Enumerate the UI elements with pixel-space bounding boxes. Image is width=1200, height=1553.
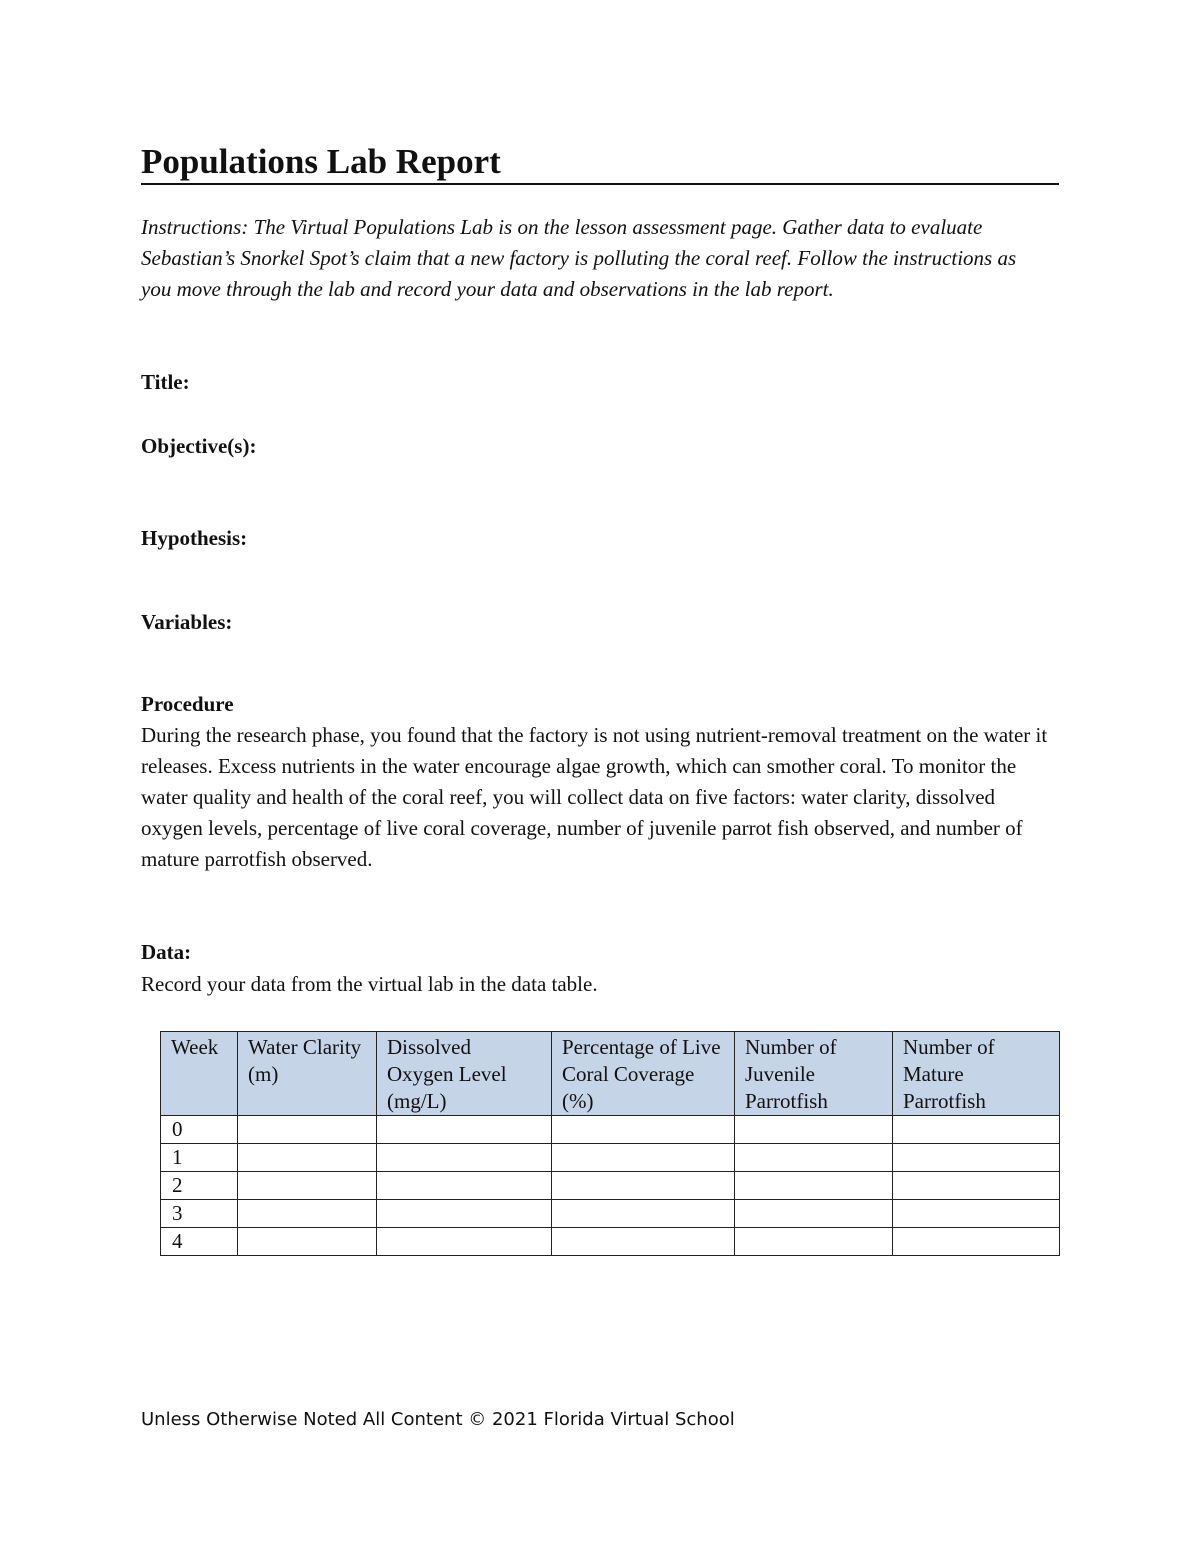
table-cell[interactable] bbox=[893, 1172, 1060, 1200]
table-cell[interactable] bbox=[238, 1228, 377, 1256]
table-cell[interactable] bbox=[735, 1228, 893, 1256]
table-cell[interactable] bbox=[552, 1172, 735, 1200]
data-instructions: Record your data from the virtual lab in the data table. bbox=[141, 972, 598, 996]
column-header: Number of Juvenile Parrotfish bbox=[735, 1032, 893, 1116]
week-cell: 3 bbox=[161, 1200, 238, 1228]
table-cell[interactable] bbox=[377, 1228, 552, 1256]
table-cell[interactable] bbox=[893, 1200, 1060, 1228]
page-title: Populations Lab Report bbox=[141, 142, 501, 181]
objective-label: Objective(s): bbox=[141, 434, 257, 458]
table-cell[interactable] bbox=[552, 1116, 735, 1144]
table-row bbox=[161, 1116, 1060, 1144]
column-header: Number of Mature Parrotfish bbox=[893, 1032, 1060, 1116]
table-cell[interactable] bbox=[735, 1116, 893, 1144]
column-header: Percentage of Live Coral Coverage (%) bbox=[552, 1032, 735, 1116]
title-label: Title: bbox=[141, 370, 190, 394]
table-cell[interactable] bbox=[893, 1228, 1060, 1256]
table-header-row bbox=[161, 1032, 1060, 1116]
table-cell[interactable] bbox=[552, 1200, 735, 1228]
table-cell[interactable] bbox=[377, 1200, 552, 1228]
data-heading: Data: bbox=[141, 940, 192, 964]
table-cell[interactable] bbox=[552, 1228, 735, 1256]
table-cell[interactable] bbox=[735, 1144, 893, 1172]
title-underline bbox=[141, 183, 1059, 185]
table-cell[interactable] bbox=[893, 1144, 1060, 1172]
column-header: Dissolved Oxygen Level (mg/L) bbox=[377, 1032, 552, 1116]
week-cell: 1 bbox=[161, 1144, 238, 1172]
table-cell[interactable] bbox=[238, 1116, 377, 1144]
data-table bbox=[160, 1031, 1060, 1256]
table-cell[interactable] bbox=[238, 1200, 377, 1228]
table-row bbox=[161, 1228, 1060, 1256]
procedure-heading: Procedure bbox=[141, 692, 234, 716]
table-cell[interactable] bbox=[552, 1144, 735, 1172]
procedure-paragraph: During the research phase, you found that the factory is not using nutrient-removal treatment on the water it releases. Excess nutrients in the water encourage algae growth, which can smother coral. To monitor the water quality and health of the coral reef, you will collect data on five factors: water clarity, dissolved oxygen levels, percentage of live coral coverage, number of juvenile parrot fish observed, and number of mature parrotfish observed. bbox=[141, 723, 1048, 871]
instructions-paragraph: Instructions: The Virtual Populations Lab is on the lesson assessment page. Gather data to evaluate Sebastian’s Snorkel Spot’s claim that a new factory is polluting the coral reef. Follow the instructions as you move through the lab and record your data and observations in the lab report. bbox=[141, 215, 1017, 301]
table-row bbox=[161, 1200, 1060, 1228]
table-cell[interactable] bbox=[238, 1144, 377, 1172]
column-header: Week bbox=[161, 1032, 238, 1116]
table-cell[interactable] bbox=[377, 1172, 552, 1200]
week-cell: 4 bbox=[161, 1228, 238, 1256]
page-footer: Unless Otherwise Noted All Content © 2021 Florida Virtual School bbox=[141, 1409, 735, 1430]
table-cell[interactable] bbox=[893, 1116, 1060, 1144]
week-cell: 2 bbox=[161, 1172, 238, 1200]
table-cell[interactable] bbox=[735, 1172, 893, 1200]
week-cell: 0 bbox=[161, 1116, 238, 1144]
hypothesis-label: Hypothesis: bbox=[141, 526, 248, 550]
table-cell[interactable] bbox=[735, 1200, 893, 1228]
variables-label: Variables: bbox=[141, 610, 233, 634]
table-cell[interactable] bbox=[377, 1144, 552, 1172]
table-cell[interactable] bbox=[238, 1172, 377, 1200]
table-row bbox=[161, 1144, 1060, 1172]
column-header: Water Clarity (m) bbox=[238, 1032, 377, 1116]
table-cell[interactable] bbox=[377, 1116, 552, 1144]
table-row bbox=[161, 1172, 1060, 1200]
